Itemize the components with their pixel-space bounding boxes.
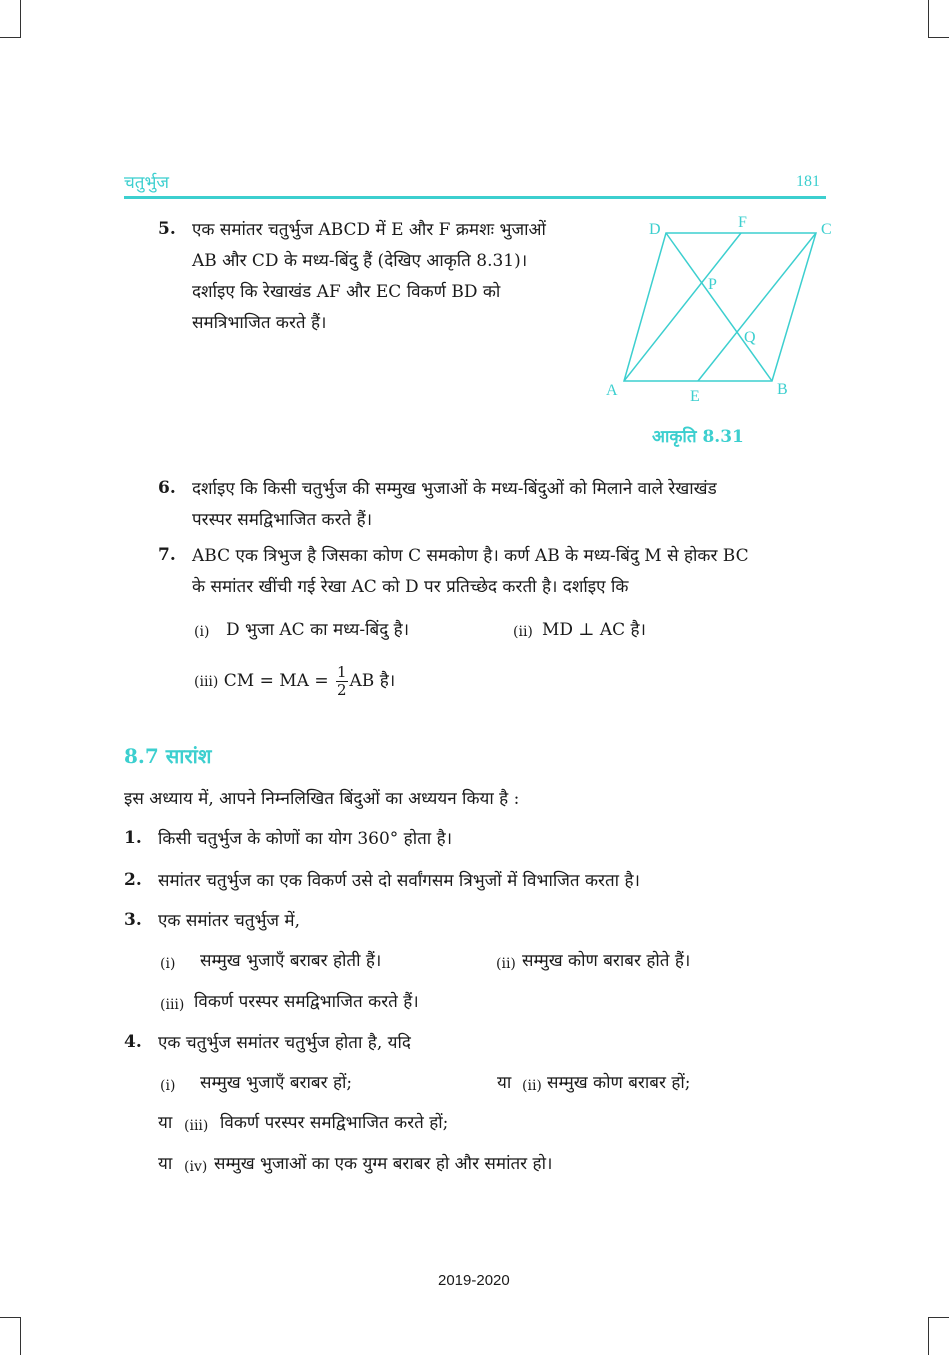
summary-item-3-number: 3. — [124, 910, 142, 930]
summary-item-3-ii: सम्मुख कोण बराबर होते हैं। — [522, 951, 691, 971]
problem-6-number: 6. — [158, 478, 176, 498]
crop-mark — [0, 37, 20, 38]
figure-caption: आकृति 8.31 — [652, 427, 744, 447]
problem-5-line: AB और CD के मध्य-बिंदु हैं (देखिए आकृति 8.31)। — [192, 251, 528, 271]
problem-7-sub-ii-label: (ii) — [513, 624, 533, 640]
problem-7-sub-iii-post: AB है। — [349, 671, 396, 691]
fraction-denominator: 2 — [336, 681, 347, 699]
fraction-numerator: 1 — [336, 663, 347, 681]
label-p: P — [708, 276, 717, 293]
summary-item-1-number: 1. — [124, 828, 142, 848]
page-number: 181 — [796, 173, 820, 190]
crop-mark — [20, 0, 21, 38]
running-header-title: चतुर्भुज — [124, 173, 170, 193]
summary-item-4-ii-label: (ii) — [522, 1078, 542, 1094]
problem-5-line: समत्रिभाजित करते हैं। — [192, 313, 327, 333]
label-e: E — [690, 388, 700, 405]
problem-7-line: ABC एक त्रिभुज है जिसका कोण C समकोण है। कर्ण AB के मध्य-बिंदु M से होकर BC — [192, 546, 749, 566]
summary-item-4: एक चतुर्भुज समांतर चतुर्भुज होता है, यदि — [158, 1033, 411, 1053]
problem-7-line: के समांतर खींची गई रेखा AC को D पर प्रतिच्छेद करती है। दर्शाइए कि — [192, 577, 629, 597]
label-a: A — [606, 382, 618, 399]
problem-7-sub-i: D भुजा AC का मध्य-बिंदु है। — [226, 620, 410, 640]
fraction-one-half — [336, 664, 348, 699]
crop-mark — [929, 37, 949, 38]
summary-item-2-number: 2. — [124, 870, 142, 890]
problem-7-sub-iii — [194, 664, 395, 699]
summary-item-1: किसी चतुर्भुज के कोणों का योग 360° होता है। — [158, 829, 453, 849]
parallelogram-abcd — [624, 233, 816, 381]
label-f: F — [738, 214, 747, 231]
summary-item-4-iv-label: (iv) — [184, 1159, 208, 1175]
footer-year: 2019-2020 — [438, 1272, 510, 1289]
problem-7-sub-iii-pre: CM = MA = — [223, 671, 334, 691]
summary-item-4-number: 4. — [124, 1032, 142, 1052]
crop-mark — [20, 1317, 21, 1355]
summary-item-4-iii-label: (iii) — [184, 1118, 209, 1134]
label-d: D — [649, 221, 661, 238]
summary-item-3: एक समांतर चतुर्भुज में, — [158, 911, 300, 931]
problem-7-sub-ii: MD ⊥ AC है। — [542, 620, 646, 640]
summary-item-3-iii-label: (iii) — [160, 997, 185, 1013]
label-b: B — [777, 381, 788, 398]
summary-item-3-iii: विकर्ण परस्पर समद्विभाजित करते हैं। — [194, 992, 419, 1012]
crop-mark — [0, 1317, 20, 1318]
crop-mark — [929, 1317, 949, 1318]
problem-6-line: परस्पर समद्विभाजित करते हैं। — [192, 510, 373, 530]
summary-item-4-iii-prefix: या — [158, 1113, 173, 1133]
header-rule — [124, 196, 826, 199]
summary-item-4-i: सम्मुख भुजाएँ बराबर हों; — [200, 1073, 353, 1093]
summary-item-2: समांतर चतुर्भुज का एक विकर्ण उसे दो सर्वांगसम त्रिभुजों में विभाजित करता है। — [158, 871, 640, 891]
summary-item-4-ii: सम्मुख कोण बराबर हों; — [547, 1073, 691, 1093]
label-c: C — [821, 221, 832, 238]
problem-7-sub-i-label: (i) — [194, 624, 210, 640]
summary-item-4-iv-prefix: या — [158, 1154, 173, 1174]
problem-7-sub-iii-label: (iii) — [194, 674, 219, 690]
problem-5-line: एक समांतर चतुर्भुज ABCD में E और F क्रमशः भुजाओं — [192, 220, 546, 240]
problem-7-number: 7. — [158, 545, 176, 565]
summary-item-3-i: सम्मुख भुजाएँ बराबर होती हैं। — [200, 951, 382, 971]
problem-6-line: दर्शाइए कि किसी चतुर्भुज की सम्मुख भुजाओं के मध्य-बिंदुओं को मिलाने वाले रेखाखंड — [192, 479, 717, 499]
summary-item-3-ii-label: (ii) — [496, 956, 516, 972]
summary-item-4-iii: विकर्ण परस्पर समद्विभाजित करते हों; — [220, 1113, 449, 1133]
summary-item-4-i-label: (i) — [160, 1078, 176, 1094]
problem-5-line: दर्शाइए कि रेखाखंड AF और EC विकर्ण BD को — [192, 282, 501, 302]
summary-intro: इस अध्याय में, आपने निम्नलिखित बिंदुओं का अध्ययन किया है : — [124, 789, 520, 809]
label-q: Q — [744, 329, 756, 346]
problem-5-number: 5. — [158, 219, 176, 239]
crop-mark — [928, 0, 929, 38]
parallelogram-figure — [600, 205, 840, 410]
summary-item-3-i-label: (i) — [160, 956, 176, 972]
section-heading: 8.7 सारांश — [124, 744, 212, 768]
summary-item-4-iv: सम्मुख भुजाओं का एक युग्म बराबर हो और समांतर हो। — [214, 1154, 553, 1174]
crop-mark — [928, 1317, 929, 1355]
summary-item-4-ii-prefix: या — [497, 1073, 512, 1093]
